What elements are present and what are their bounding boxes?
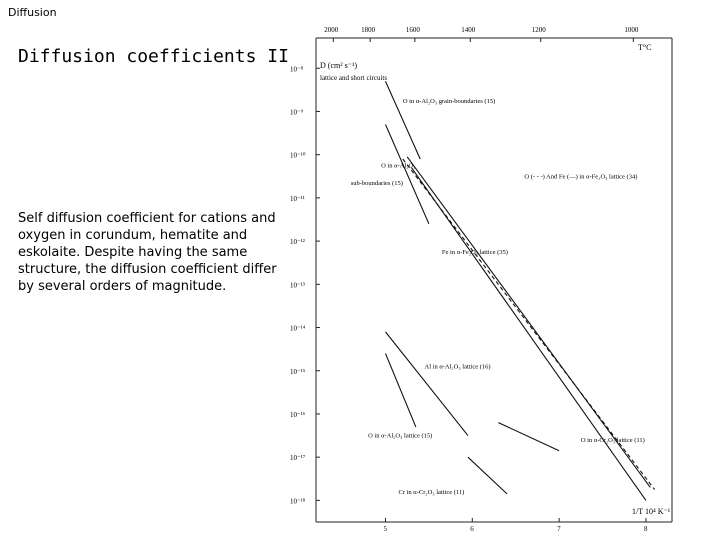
series-annotation: O in α-Cr₂O₃ lattice (11): [580, 437, 645, 445]
y-tick-label: 10⁻¹³: [290, 281, 305, 290]
y-tick-label: 10⁻¹⁶: [290, 410, 306, 419]
series-annotation: O in α-Al₂O₃ grain-boundaries (15): [402, 97, 496, 105]
series-annotation: O in α-Al₂O₃: [381, 162, 416, 170]
x-tick-label: 5: [383, 525, 387, 533]
y-tick-label: 10⁻¹⁷: [290, 454, 306, 463]
y-tick-label: 10⁻¹¹: [290, 194, 305, 203]
y-tick-label: 10⁻¹⁵: [290, 367, 306, 376]
top-tick-label: 1200: [531, 26, 546, 34]
top-tick-label: 1600: [405, 26, 420, 34]
series-line: [412, 168, 646, 501]
series-annotation: O (- - -) And Fe (—) in α-Fe₂O₃ lattice (34): [524, 173, 638, 181]
x-tick-label: 7: [557, 525, 561, 533]
series-annotation: Al in α-Al₂O₃ lattice (16): [424, 363, 491, 371]
series-line: [498, 423, 559, 451]
x-tick-label: 8: [643, 525, 648, 533]
series-annotation: O in α-Al₂O₃ lattice (15): [368, 432, 433, 440]
top-tick-label: 1400: [461, 26, 476, 34]
top-tick-label: 1000: [624, 26, 639, 34]
y-tick-label: 10⁻⁹: [290, 108, 304, 117]
x-axis-label: 1/T 10⁴ K⁻¹: [632, 507, 671, 516]
slide-description: Self diffusion coefficient for cations and oxygen in corundum, hematite and eskolaite. Despite having the same structure, the diffusion coefficient differ by several orders of magnitude.: [18, 211, 277, 294]
y-tick-label: 10⁻¹⁰: [290, 151, 306, 160]
y-tick-label: 10⁻¹⁸: [290, 497, 306, 506]
chart-frame: [316, 38, 672, 522]
y-tick-label: 10⁻¹²: [290, 238, 305, 247]
series-line: [468, 457, 507, 494]
slide-title: Diffusion coefficients II: [18, 46, 289, 67]
y-tick-label: 10⁻¹⁴: [290, 324, 306, 333]
x-tick-label: 6: [470, 525, 474, 533]
series-line: [385, 81, 420, 159]
top-tick-label: 1800: [361, 26, 376, 34]
series-annotation: Fe in α-Fe₂O₃ lattice (35): [441, 249, 508, 257]
series-annotation: Cr in α-Cr₂O₃ lattice (11): [398, 488, 465, 496]
series-annotation: sub-boundaries (15): [350, 179, 403, 187]
series-line: [385, 124, 428, 223]
slide-header: Diffusion: [8, 6, 57, 19]
y-axis-sublabel: lattice and short circuits: [320, 74, 388, 82]
top-axis-label: T°C: [638, 43, 652, 52]
top-tick-label: 2000: [324, 26, 339, 34]
y-tick-label: 10⁻⁸: [290, 65, 304, 74]
y-axis-label: D (cm² s⁻¹): [320, 61, 358, 70]
